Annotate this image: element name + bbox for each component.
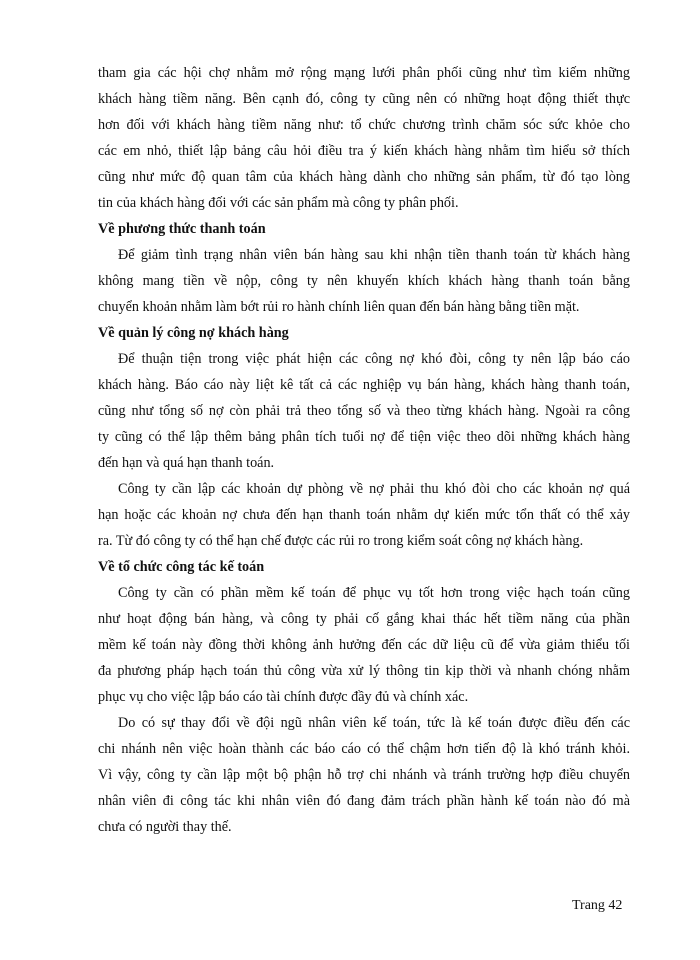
section-heading: Về phương thức thanh toán — [98, 221, 266, 237]
text-line: hơn đối với khách hàng tiềm năng như: tổ chức chương trình chăm sóc sức khỏe cho — [98, 117, 630, 133]
text-line: tham gia các hội chợ nhằm mở rộng mạng lưới phân phối cũng như tìm kiếm những — [98, 65, 630, 81]
body-paragraph — [98, 60, 630, 216]
text-line: mềm kế toán này đồng thời không ảnh hưởng đến các dữ liệu cũ để vừa giảm thiểu tối — [98, 637, 630, 653]
text-line: khách hàng. Báo cáo này liệt kê tất cả các nghiệp vụ bán hàng, khách hàng thanh toán, — [98, 377, 630, 393]
text-line: Công ty cần lập các khoản dự phòng về nợ phải thu khó đòi cho các khoản nợ quá — [118, 481, 630, 497]
section-heading: Về quản lý công nợ khách hàng — [98, 325, 289, 341]
text-line: đến hạn và quá hạn thanh toán. — [98, 455, 275, 471]
text-line: phục vụ cho việc lập báo cáo tài chính được đầy đủ và chính xác. — [98, 689, 469, 705]
text-line: Để giảm tình trạng nhân viên bán hàng sau khi nhận tiền thanh toán từ khách hàng — [118, 247, 630, 263]
text-line: chi nhánh nên việc hoàn thành các báo cáo có thể chậm hơn tiến độ là khó tránh khỏi. — [98, 741, 630, 757]
body-paragraph — [98, 710, 630, 840]
body-paragraph — [98, 242, 630, 320]
page-number: Trang 42 — [572, 898, 623, 913]
text-line: tin của khách hàng đối với các sản phẩm mà công ty phân phối. — [98, 195, 459, 211]
text-line: nhân viên đi công tác khi nhân viên đó đang đảm trách phần hành kế toán nào đó mà — [98, 793, 630, 809]
text-line: Vì vậy, công ty cần lập một bộ phận hỗ trợ chi nhánh và tránh trường hợp điều chuyển — [98, 767, 630, 783]
text-line: chuyển khoản nhằm làm bớt rủi ro hành chính liên quan đến bán hàng bằng tiền mặt. — [98, 299, 580, 315]
text-line: đa phương pháp hạch toán thủ công vừa xử lý thông tin kịp thời và nhanh chóng nhằm — [98, 663, 630, 679]
text-line: Để thuận tiện trong việc phát hiện các công nợ khó đòi, công ty nên lập báo cáo — [118, 351, 630, 367]
section-heading: Về tổ chức công tác kế toán — [98, 559, 265, 575]
text-line: Do có sự thay đổi về đội ngũ nhân viên kế toán, tức là kế toán được điều đến các — [118, 715, 630, 731]
text-line: như hoạt động bán hàng, và công ty phải cố gắng khai thác hết tiềm năng của phần — [98, 611, 630, 627]
document-page — [98, 60, 630, 840]
text-line: chưa có người thay thế. — [98, 819, 232, 835]
text-line: cũng như mức độ quan tâm của khách hàng dành cho những sản phẩm, từ đó tạo lòng — [98, 169, 630, 185]
text-line: ra. Từ đó công ty có thể hạn chế được các rủi ro trong kiểm soát công nợ khách hàng. — [98, 533, 584, 549]
text-line: không mang tiền về nộp, công ty nên khuyến khích khách hàng thanh toán bằng — [98, 273, 630, 289]
body-paragraph — [98, 346, 630, 476]
text-line: cũng như tổng số nợ còn phải trả theo tổng số và theo từng khách hàng. Ngoài ra công — [98, 403, 630, 419]
text-line: ty cũng có thể lập thêm bảng phân tích tuổi nợ để tiện việc theo dõi những khách hàng — [98, 429, 630, 445]
text-line: khách hàng tiềm năng. Bên cạnh đó, công ty cũng nên có những hoạt động thiết thực — [98, 91, 630, 107]
text-line: hạn hoặc các khoản nợ chưa đến hạn thanh toán nhằm dự kiến mức tổn thất có thể xảy — [98, 507, 630, 523]
body-paragraph — [98, 476, 630, 554]
body-paragraph — [98, 580, 630, 710]
text-line: Công ty cần có phần mềm kế toán để phục vụ tốt hơn trong việc hạch toán cũng — [118, 585, 630, 601]
text-line: các em nhỏ, thiết lập bảng câu hỏi điều tra ý kiến khách hàng nhằm tìm hiểu sở thích — [98, 143, 630, 159]
